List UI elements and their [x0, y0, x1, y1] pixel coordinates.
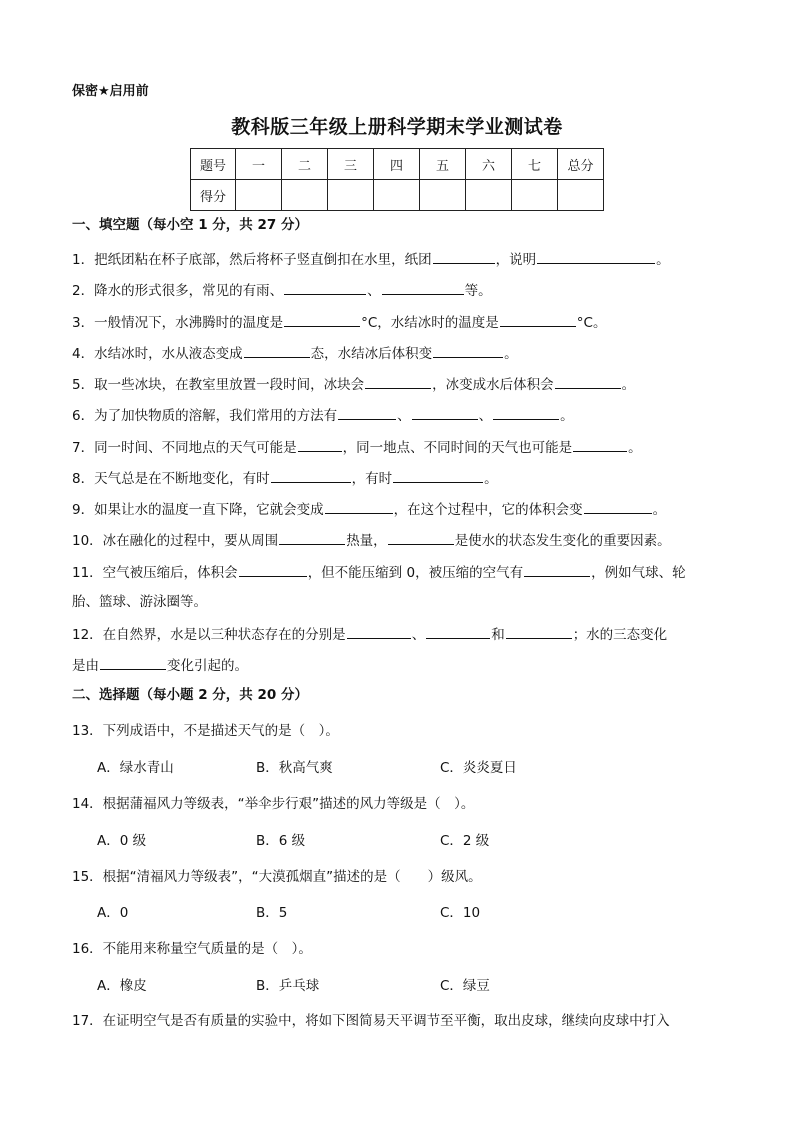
answer-blank[interactable] [338, 405, 396, 420]
question-text: 8．天气总是在不断地变化，有时 [72, 471, 270, 487]
section-heading: 一、填空题（每小空 1 分，共 27 分） [72, 217, 308, 233]
question-text: 。 [656, 252, 670, 268]
question-text: 。 [621, 377, 636, 393]
question-text: 。 [652, 502, 667, 518]
question-text: 5．取一些冰块，在教室里放置一段时间，冰块会 [72, 377, 365, 393]
answer-blank[interactable] [365, 374, 431, 389]
section-heading: 二、选择题（每小题 2 分，共 20 分） [72, 687, 308, 703]
question-text: 1．把纸团粘在杯子底部，然后将杯子竖直倒扣在水里，纸团 [72, 252, 432, 268]
score-cell: 二 [282, 149, 328, 180]
score-cell: 总分 [558, 149, 604, 180]
question-12 [72, 624, 734, 644]
option-a[interactable]: A．绿水青山 [97, 760, 174, 776]
score-cell: 六 [466, 149, 512, 180]
question-text: 、 [397, 408, 411, 424]
answer-blank[interactable] [555, 374, 621, 389]
option-b[interactable]: B．乒乓球 [256, 978, 320, 994]
question-text: °C，水结冰时的温度是 [361, 315, 499, 331]
answer-blank[interactable] [493, 405, 559, 420]
question-16-stem: 16．不能用来称量空气质量的是（ ）。 [72, 941, 312, 957]
question-text: ，例如气球、轮 [591, 565, 686, 581]
answer-blank[interactable] [412, 405, 478, 420]
question-1 [72, 249, 734, 269]
option-c[interactable]: C．10 [440, 905, 481, 921]
score-cell: 得分 [191, 180, 236, 211]
answer-blank[interactable] [433, 249, 495, 264]
question-12-continued [72, 655, 734, 675]
question-9 [72, 499, 734, 519]
question-text: °C。 [576, 315, 607, 331]
question-text: 、 [367, 283, 381, 299]
question-11 [72, 562, 734, 582]
score-input-cell[interactable] [374, 180, 420, 211]
score-input-cell[interactable] [282, 180, 328, 211]
confidential-label: 保密★启用前 [72, 84, 149, 99]
question-14-stem: 14．根据蒲福风力等级表，“举伞步行艰”描述的风力等级是（ ）。 [72, 796, 475, 812]
question-text: 。 [560, 408, 574, 424]
question-text: 。 [484, 471, 498, 487]
question-15-stem: 15．根据“清福风力等级表”，“大漠孤烟直”描述的是（ ）级风。 [72, 869, 482, 885]
answer-blank[interactable] [284, 312, 360, 327]
question-text: 2．降水的形式很多，常见的有雨、 [72, 283, 284, 299]
score-input-cell[interactable] [420, 180, 466, 211]
score-input-cell[interactable] [328, 180, 374, 211]
question-text: 4．水结冰时，水从液态变成 [72, 346, 243, 362]
question-6 [72, 405, 734, 425]
score-cell: 五 [420, 149, 466, 180]
question-text: ，说明 [495, 252, 537, 268]
answer-blank[interactable] [573, 437, 627, 452]
question-text: ，在这个过程中，它的体积会变 [393, 502, 583, 518]
question-text: 11．空气被压缩后，体积会 [72, 565, 238, 581]
question-10 [72, 530, 734, 550]
question-text: ，但不能压缩到 0，被压缩的空气有 [307, 565, 524, 581]
answer-blank[interactable] [500, 312, 576, 327]
question-text: 态，水结冰后体积变 [310, 346, 433, 362]
score-cell: 一 [236, 149, 282, 180]
answer-blank[interactable] [100, 655, 166, 670]
option-a[interactable]: A．橡皮 [97, 978, 147, 994]
question-3 [72, 312, 734, 332]
question-text: 10．冰在融化的过程中，要从周围 [72, 533, 279, 549]
answer-blank[interactable] [433, 343, 503, 358]
answer-blank[interactable] [382, 280, 464, 295]
score-input-cell[interactable] [466, 180, 512, 211]
score-cell: 题号 [191, 149, 236, 180]
question-text: 变化引起的。 [167, 658, 248, 674]
score-cell: 七 [512, 149, 558, 180]
question-text: 是由 [72, 658, 99, 674]
score-cell: 三 [328, 149, 374, 180]
option-b[interactable]: B．6 级 [256, 833, 306, 849]
question-text: 热量， [346, 533, 387, 549]
score-table-score-row [191, 180, 604, 211]
option-a[interactable]: A．0 级 [97, 833, 147, 849]
question-text: ；水的三态变化 [572, 627, 668, 643]
answer-blank[interactable] [271, 468, 351, 483]
answer-blank[interactable] [537, 249, 655, 264]
question-text: 和 [491, 627, 505, 643]
option-b[interactable]: B．秋高气爽 [256, 760, 333, 776]
answer-blank[interactable] [347, 624, 411, 639]
answer-blank[interactable] [284, 280, 366, 295]
option-c[interactable]: C．炎炎夏日 [440, 760, 517, 776]
question-13-stem: 13．下列成语中，不是描述天气的是（ ）。 [72, 723, 339, 739]
answer-blank[interactable] [388, 530, 454, 545]
question-11-continued [72, 593, 734, 611]
question-7 [72, 437, 734, 457]
answer-blank[interactable] [325, 499, 393, 514]
question-text: 。 [628, 440, 642, 456]
score-input-cell[interactable] [558, 180, 604, 211]
question-8 [72, 468, 734, 488]
score-input-cell[interactable] [236, 180, 282, 211]
answer-blank[interactable] [393, 468, 483, 483]
question-text: 、 [478, 408, 493, 424]
answer-blank[interactable] [244, 343, 310, 358]
question-4 [72, 343, 734, 363]
question-text: ，有时 [351, 471, 393, 487]
question-text: 6．为了加快物质的溶解，我们常用的方法有 [72, 408, 338, 424]
score-table-header-row [191, 149, 604, 180]
question-text: 、 [411, 627, 426, 643]
answer-blank[interactable] [506, 624, 572, 639]
question-text: 是使水的状态发生变化的重要因素。 [454, 533, 671, 549]
option-c[interactable]: C．绿豆 [440, 978, 490, 994]
question-text: 。 [504, 346, 518, 362]
page-title: 教科版三年级上册科学期末学业测试卷 [231, 116, 563, 138]
question-17-stem: 17．在证明空气是否有质量的实验中，将如下图简易天平调节至平衡，取出皮球，继续向皮球中打入 [72, 1013, 670, 1029]
question-5 [72, 374, 734, 394]
question-text: 9．如果让水的温度一直下降，它就会变成 [72, 502, 324, 518]
score-table [190, 148, 604, 211]
answer-blank[interactable] [279, 530, 345, 545]
question-text: ，冰变成水后体积会 [432, 377, 554, 393]
option-a[interactable]: A．0 [97, 905, 129, 921]
answer-blank[interactable] [239, 562, 307, 577]
answer-blank[interactable] [584, 499, 652, 514]
option-c[interactable]: C．2 级 [440, 833, 490, 849]
question-text: 7．同一时间、不同地点的天气可能是 [72, 440, 297, 456]
score-cell: 四 [374, 149, 420, 180]
answer-blank[interactable] [298, 437, 342, 452]
question-2 [72, 280, 734, 300]
question-text: ，同一地点、不同时间的天气也可能是 [342, 440, 573, 456]
question-text: 12．在自然界，水是以三种状态存在的分别是 [72, 627, 346, 643]
question-text: 3．一般情况下，水沸腾时的温度是 [72, 315, 284, 331]
score-input-cell[interactable] [512, 180, 558, 211]
answer-blank[interactable] [524, 562, 590, 577]
question-text: 胎、篮球、游泳圈等。 [72, 594, 207, 610]
option-b[interactable]: B．5 [256, 905, 288, 921]
question-text: 等。 [464, 283, 492, 299]
answer-blank[interactable] [426, 624, 490, 639]
